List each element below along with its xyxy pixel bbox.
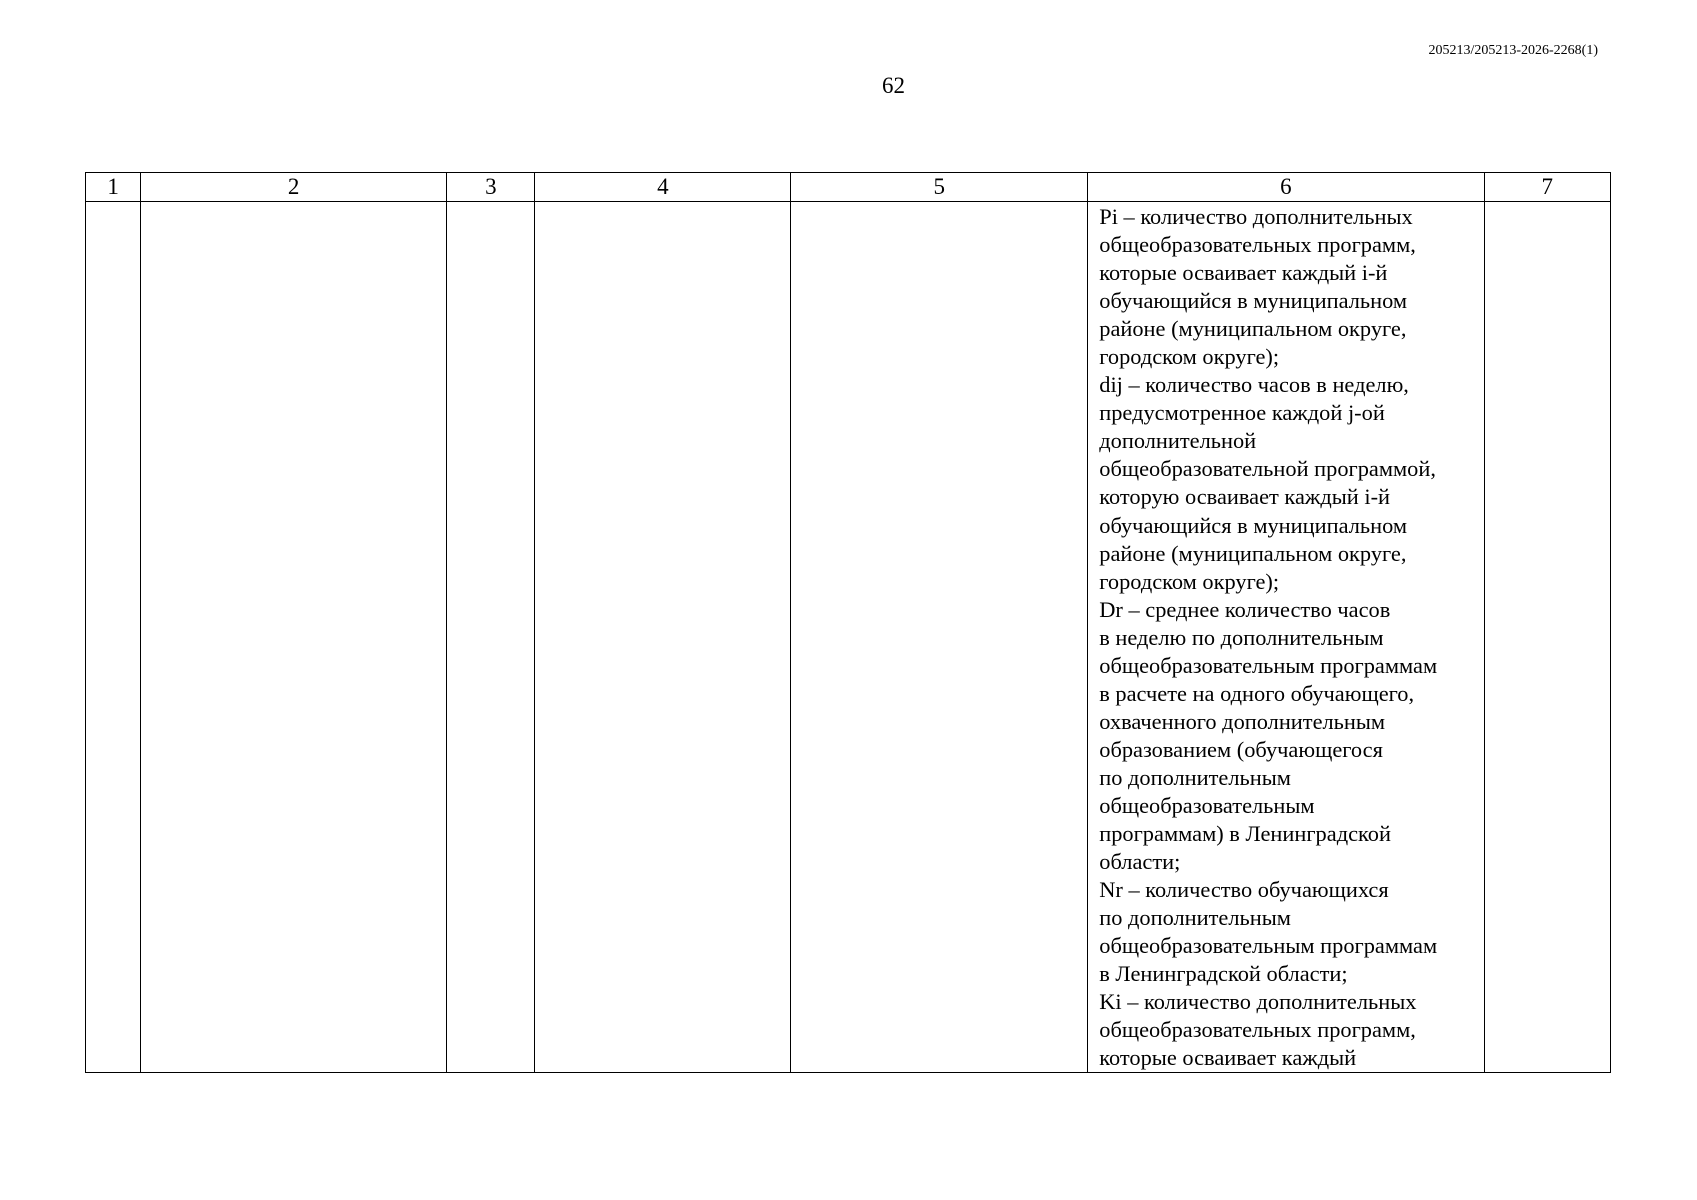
table-cell-col3 [447,202,535,1073]
table-cell-col1 [86,202,141,1073]
table-cell-col6 [1088,202,1484,1073]
table-row [86,202,1611,1073]
text-line: общеобразовательным [1099,792,1315,818]
text-line: которую осваивает каждый i-й [1099,484,1391,510]
table-cell-col7 [1484,202,1610,1073]
text-line: обучающийся в муниципальном [1099,512,1408,538]
table-cell-col4 [535,202,791,1073]
text-line: Nr – количество обучающихся [1099,877,1389,903]
column-header-6: 6 [1088,173,1484,202]
text-line: по дополнительным [1099,764,1291,790]
text-line: Ki – количество дополнительных [1099,989,1417,1015]
text-line: общеобразовательных программ, [1099,1017,1416,1043]
text-line: общеобразовательным программам [1099,652,1438,678]
text-line: городском округе); [1099,344,1280,370]
text-line: по дополнительным [1099,905,1291,931]
page-number: 62 [882,73,905,98]
text-line: которые осваивает каждый i-й [1099,260,1388,286]
table-cell-col5 [791,202,1088,1073]
column-header-1: 1 [86,173,141,202]
column-header-7: 7 [1484,173,1610,202]
text-line: в расчете на одного обучающего, [1099,680,1415,706]
text-line: которые осваивает каждый [1099,1045,1357,1071]
text-line: общеобразовательным программам [1099,933,1438,959]
text-line: dij – количество часов в неделю, [1099,372,1409,398]
text-line: области; [1099,849,1181,875]
column-header-4: 4 [535,173,791,202]
formula-definitions-text [1088,202,1483,1072]
text-line: в неделю по дополнительным [1099,624,1384,650]
column-number-row [86,173,1611,202]
text-line: образованием (обучающегося [1099,736,1383,762]
text-line: предусмотренное каждой j-ой [1099,400,1385,426]
text-line: программам) в Ленинградской [1099,821,1391,847]
text-line: городском округе); [1099,568,1280,594]
text-line: Pi – количество дополнительных [1099,204,1413,229]
text-line: районе (муниципальном округе, [1099,316,1407,342]
table-cell-col2 [141,202,447,1073]
text-line: общеобразовательных программ, [1099,232,1416,258]
text-line: общеобразовательной программой, [1099,456,1436,482]
text-line: дополнительной [1099,428,1257,454]
text-line: в Ленинградской области; [1099,961,1348,987]
text-line: охваченного дополнительным [1099,708,1386,734]
document-id: 205213/205213-2026-2268(1) [1428,43,1598,58]
data-table [85,172,1611,1073]
text-line: районе (муниципальном округе, [1099,540,1407,566]
text-line: обучающийся в муниципальном [1099,288,1408,314]
column-header-5: 5 [791,173,1088,202]
column-header-2: 2 [141,173,447,202]
column-header-3: 3 [447,173,535,202]
text-line: Dr – среднее количество часов [1099,596,1391,622]
